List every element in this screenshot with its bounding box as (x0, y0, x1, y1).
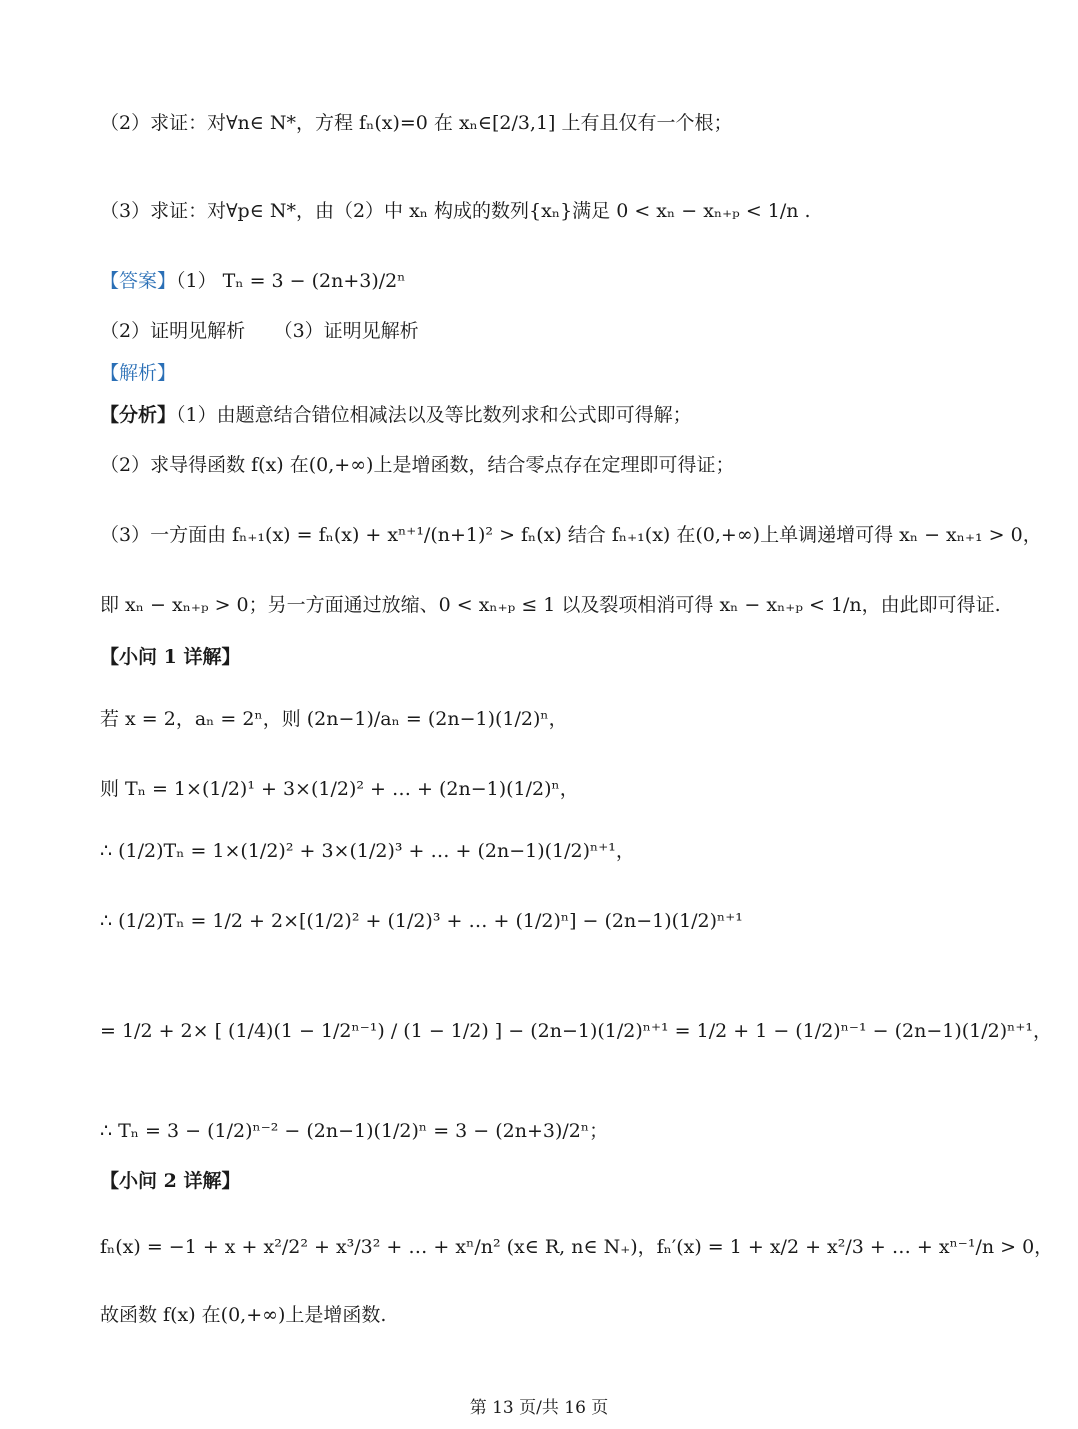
fenxi-line-4: 即 xₙ − xₙ₊ₚ > 0；另一方面通过放缩、0 < xₙ₊ₚ ≤ 1 以及裂项相消可得 xₙ − xₙ₊ₚ < 1/n，由此即可得证. (100, 594, 1001, 616)
page-footer: 第 13 页/共 16 页 (469, 1398, 609, 1418)
solution-1-line-5: = 1/2 + 2× [ (1/4)(1 − 1/2ⁿ⁻¹) / (1 − 1/2) ] − (2n−1)(1/2)ⁿ⁺¹ = 1/2 + 1 − (1/2)ⁿ⁻¹ − (2n−1)(1/2)ⁿ⁺¹， (100, 1020, 1053, 1042)
answer-tag: 【答案】 (100, 270, 177, 292)
solution-1-line-1: 若 x = 2，aₙ = 2ⁿ，则 (2n−1)/aₙ = (2n−1)(1/2)ⁿ， (100, 708, 568, 730)
fenxi-line-1 (100, 404, 692, 427)
question-2: （2）求证：对∀n∈ N*，方程 fₙ(x)=0 在 xₙ∈[2/3,1] 上有且仅有一个根； (100, 112, 733, 134)
analysis-tag: 【解析】 (100, 362, 177, 384)
solution-1-line-2: 则 Tₙ = 1×(1/2)¹ + 3×(1/2)² + … + (2n−1)(1/2)ⁿ， (100, 778, 579, 800)
solution-2-line-1: fₙ(x) = −1 + x + x²/2² + x³/3² + … + xⁿ/n² (x∈ R, n∈ N₊)，fₙ′(x) = 1 + x/2 + x²/3 + … + xⁿ⁻¹/n > 0， (100, 1236, 1054, 1258)
sub-question-2-heading: 【小问 2 详解】 (100, 1170, 241, 1192)
sub-question-1-heading: 【小问 1 详解】 (100, 646, 241, 668)
solution-2-line-2: 故函数 f(x) 在(0,+∞)上是增函数. (100, 1304, 387, 1326)
fenxi-line-3: （3）一方面由 fₙ₊₁(x) = fₙ(x) + xⁿ⁺¹/(n+1)² > fₙ(x) 结合 fₙ₊₁(x) 在(0,+∞)上单调递增可得 xₙ − xₙ₊₁ > 0， (100, 524, 1042, 546)
solution-1-line-4: ∴ (1/2)Tₙ = 1/2 + 2×[(1/2)² + (1/2)³ + … + (1/2)ⁿ] − (2n−1)(1/2)ⁿ⁺¹ (100, 910, 743, 932)
solution-1-line-6: ∴ Tₙ = 3 − (1/2)ⁿ⁻² − (2n−1)(1/2)ⁿ = 3 − (2n+3)/2ⁿ； (100, 1120, 609, 1142)
question-3: （3）求证：对∀p∈ N*，由（2）中 xₙ 构成的数列{xₙ}满足 0 < xₙ − xₙ₊ₚ < 1/n . (100, 200, 811, 222)
fenxi-tag: 【分析】 (100, 404, 177, 426)
answer-line (100, 270, 406, 293)
fenxi-line-2: （2）求导得函数 f(x) 在(0,+∞)上是增函数，结合零点存在定理即可得证； (100, 454, 735, 476)
fenxi-1: （1）由题意结合错位相减法以及等比数列求和公式即可得解； (176, 404, 692, 426)
answer-2-3: （2）证明见解析 （3）证明见解析 (100, 320, 419, 342)
answer-1: （1） Tₙ = 3 − (2n+3)/2ⁿ (176, 270, 406, 292)
solution-1-line-3: ∴ (1/2)Tₙ = 1×(1/2)² + 3×(1/2)³ + … + (2n−1)(1/2)ⁿ⁺¹， (100, 840, 635, 862)
